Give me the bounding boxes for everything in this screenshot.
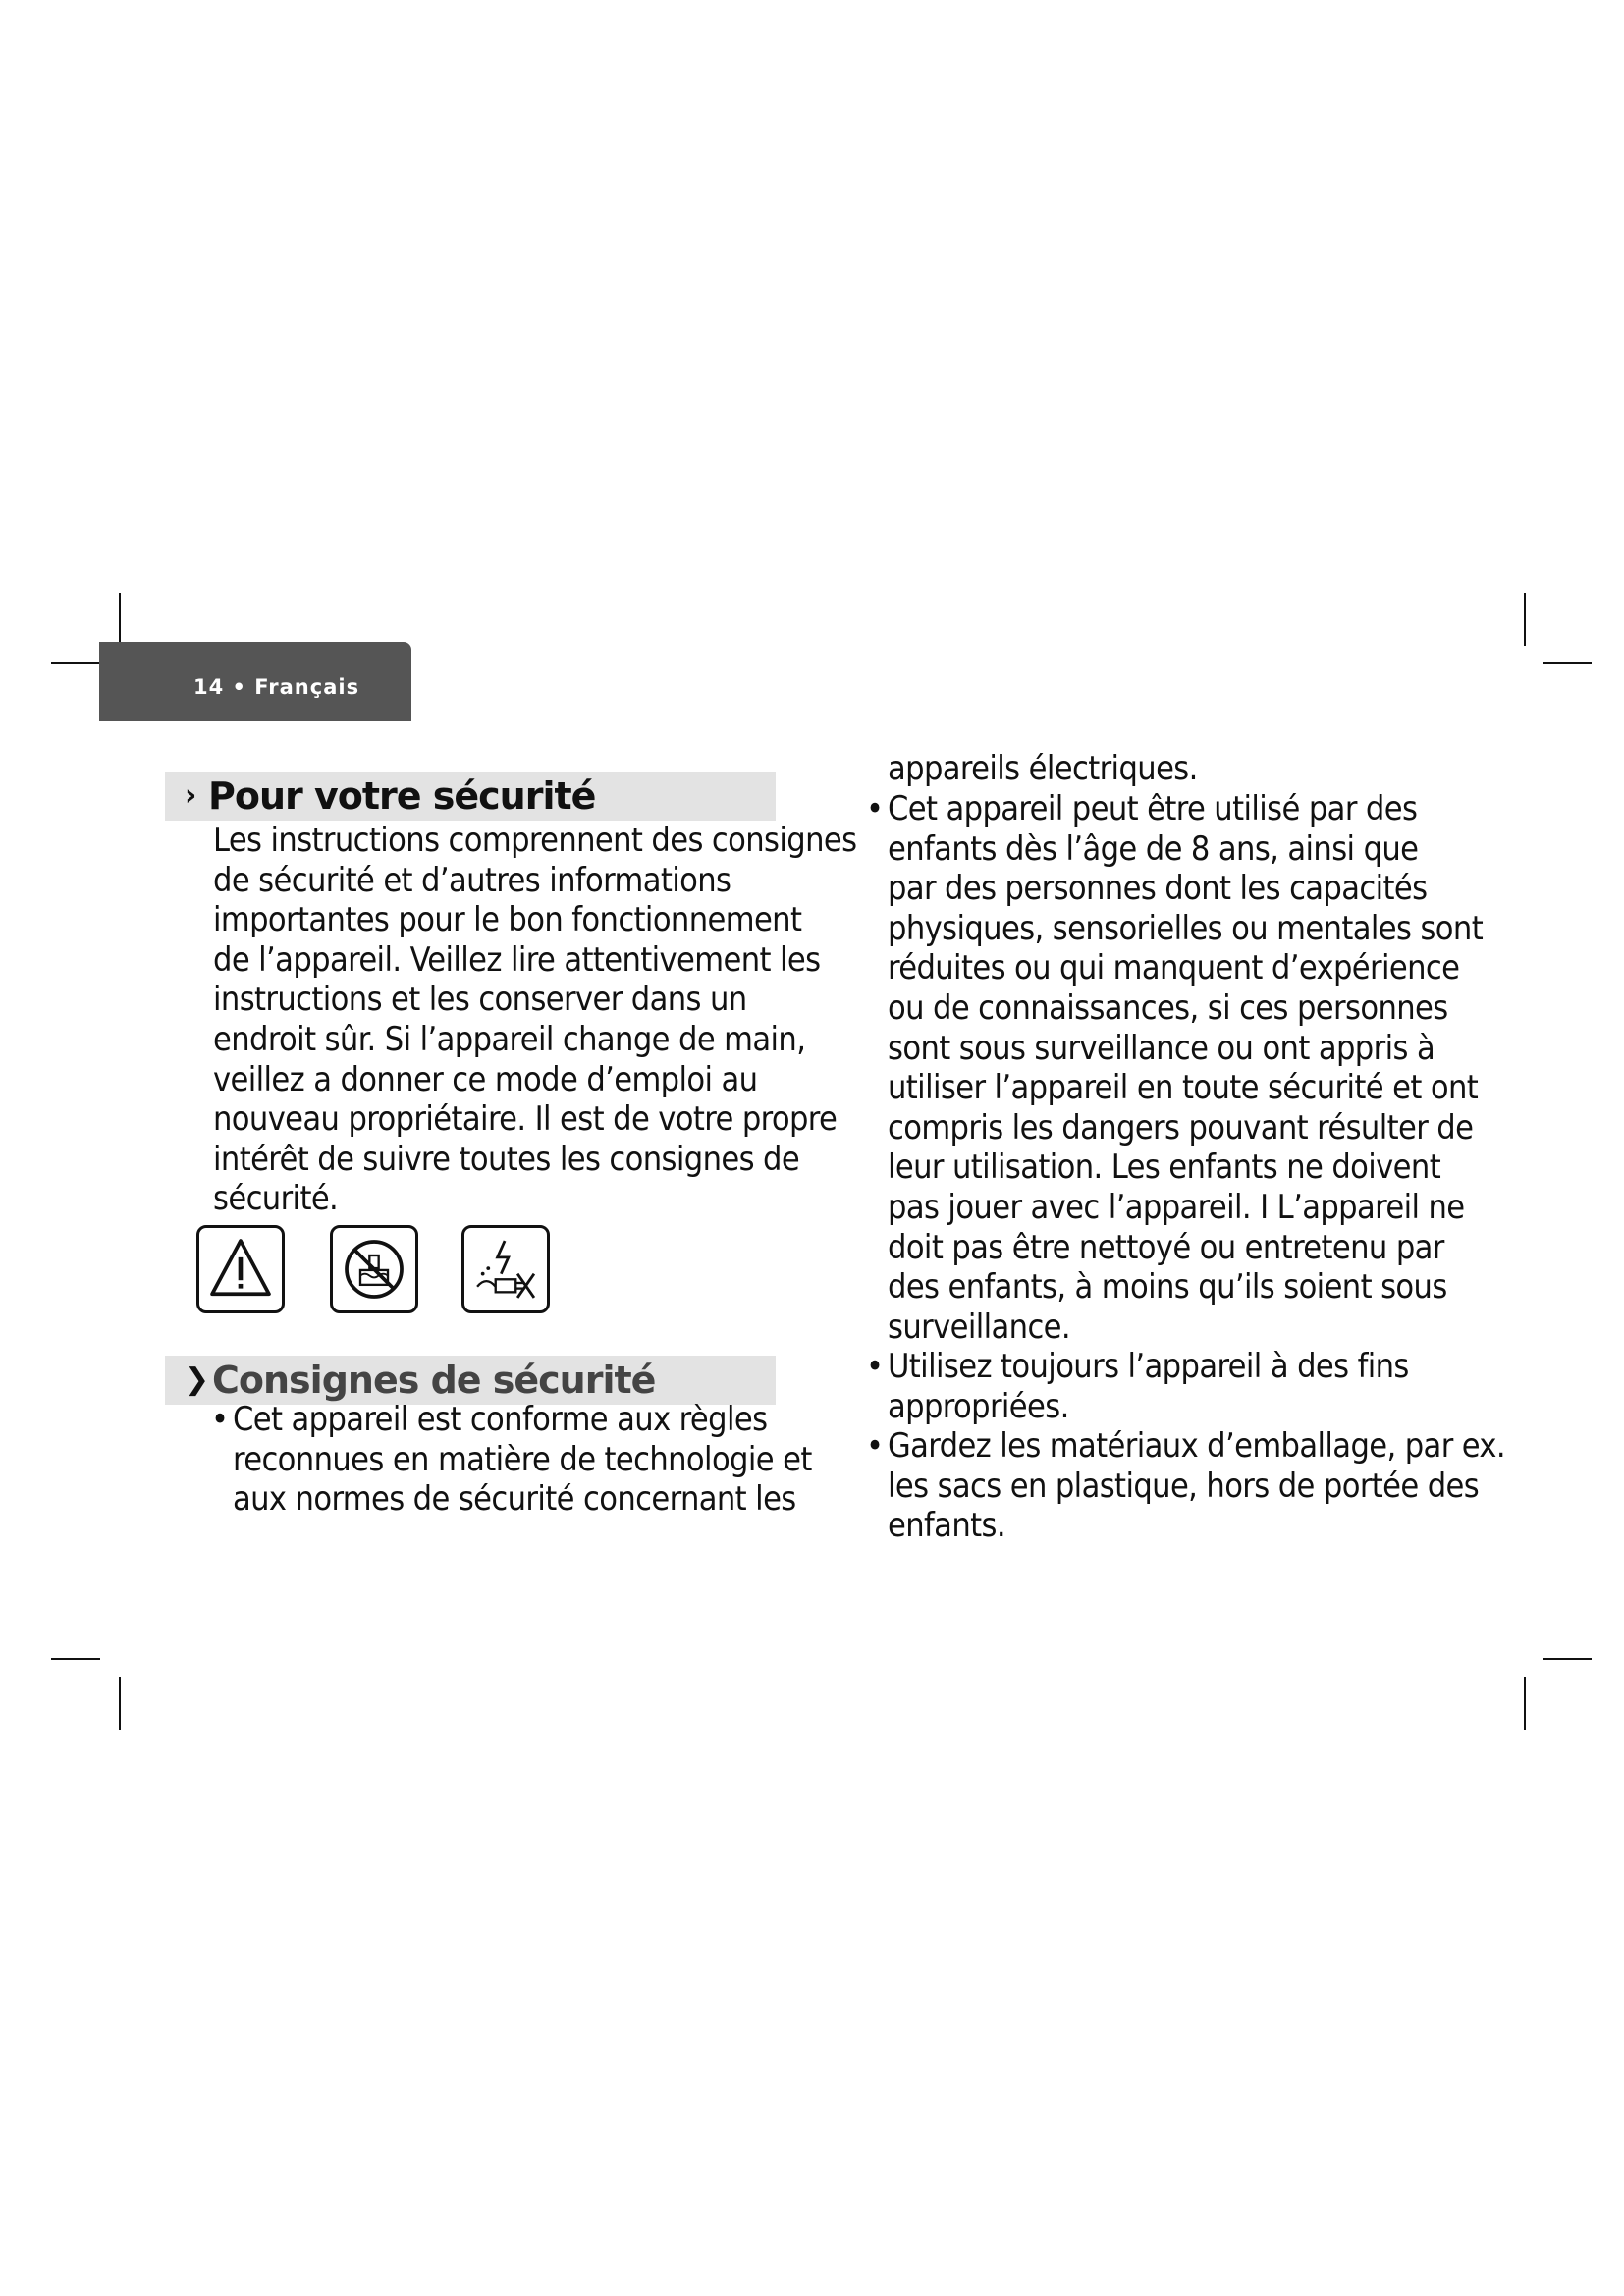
bullet-dot: • bbox=[866, 789, 884, 828]
intro-paragraph: Les instructions comprennent des consignes de sécurité et d’autres informations importantes pour le bon fonctionnement de l’appareil. Veillez lire attentivement les instructions et les conserver dans un endroit sûr. Si l’appareil change de main, veillez a donner ce mode d’emploi au nouveau propriétaire. Il est de votre propre intérêt de suivre toutes les consignes de sécurité. bbox=[213, 821, 857, 1219]
crop-mark-top-right-horizontal bbox=[1543, 662, 1592, 664]
bullet-item bbox=[211, 1400, 812, 1520]
crop-mark-bottom-left-horizontal bbox=[51, 1658, 100, 1660]
crop-mark-top-right-vertical bbox=[1524, 593, 1526, 646]
page-number-tab bbox=[99, 642, 411, 721]
bullet-dot: • bbox=[211, 1400, 229, 1439]
safety-icons-row bbox=[196, 1225, 550, 1315]
warning-triangle-icon bbox=[196, 1225, 285, 1313]
no-water-immersion-icon bbox=[330, 1225, 418, 1313]
bullet-text: Cet appareil peut être utilisé par des enfants dès l’âge de 8 ans, ainsi que par des personnes dont les capacités physiques, sensorielles ou mentales sont réduites ou qui manquent d’expérience ou de connaissances, si ces personnes sont sous surveillance ou ont appris à utiliser l’appareil en toute sécurité et ont compris les dangers pouvant résulter de leur utilisation. Les enfants ne doivent pas jouer avec l’appareil. I L’appareil ne doit pas être nettoyé ou entretenu par des enfants, à moins qu’ils soient sous surveillance. bbox=[888, 789, 1484, 1347]
continuation-text: appareils électriques. bbox=[888, 749, 1198, 788]
bullet-item bbox=[866, 1347, 1409, 1426]
section-heading-safety-instructions bbox=[165, 1356, 776, 1405]
page-number-label: 14 • Français bbox=[193, 675, 360, 699]
bullet-item bbox=[866, 789, 1484, 1347]
chevron-right-icon: › bbox=[185, 778, 197, 813]
electric-shock-plug-icon bbox=[461, 1225, 550, 1313]
chevron-right-icon: ❯ bbox=[185, 1362, 210, 1397]
crop-mark-bottom-right-vertical bbox=[1524, 1677, 1526, 1730]
crop-mark-bottom-left-vertical bbox=[119, 1677, 121, 1730]
bullet-text: Cet appareil est conforme aux règles reconnues en matière de technologie et aux normes de sécurité concernant les bbox=[233, 1400, 812, 1520]
section-title: Consignes de sécurité bbox=[212, 1359, 656, 1402]
crop-mark-bottom-right-horizontal bbox=[1543, 1658, 1592, 1660]
bullet-item bbox=[866, 1426, 1506, 1546]
crop-mark-top-left-horizontal bbox=[51, 662, 100, 664]
section-heading-safety bbox=[165, 772, 776, 821]
bullet-dot: • bbox=[866, 1347, 884, 1386]
crop-mark-top-left-vertical bbox=[119, 593, 121, 646]
bullet-text: Utilisez toujours l’appareil à des fins appropriées. bbox=[888, 1347, 1409, 1426]
bullet-dot: • bbox=[866, 1426, 884, 1466]
section-title: Pour votre sécurité bbox=[208, 774, 596, 818]
bullet-text: Gardez les matériaux d’emballage, par ex. les sacs en plastique, hors de portée des enfants. bbox=[888, 1426, 1506, 1546]
